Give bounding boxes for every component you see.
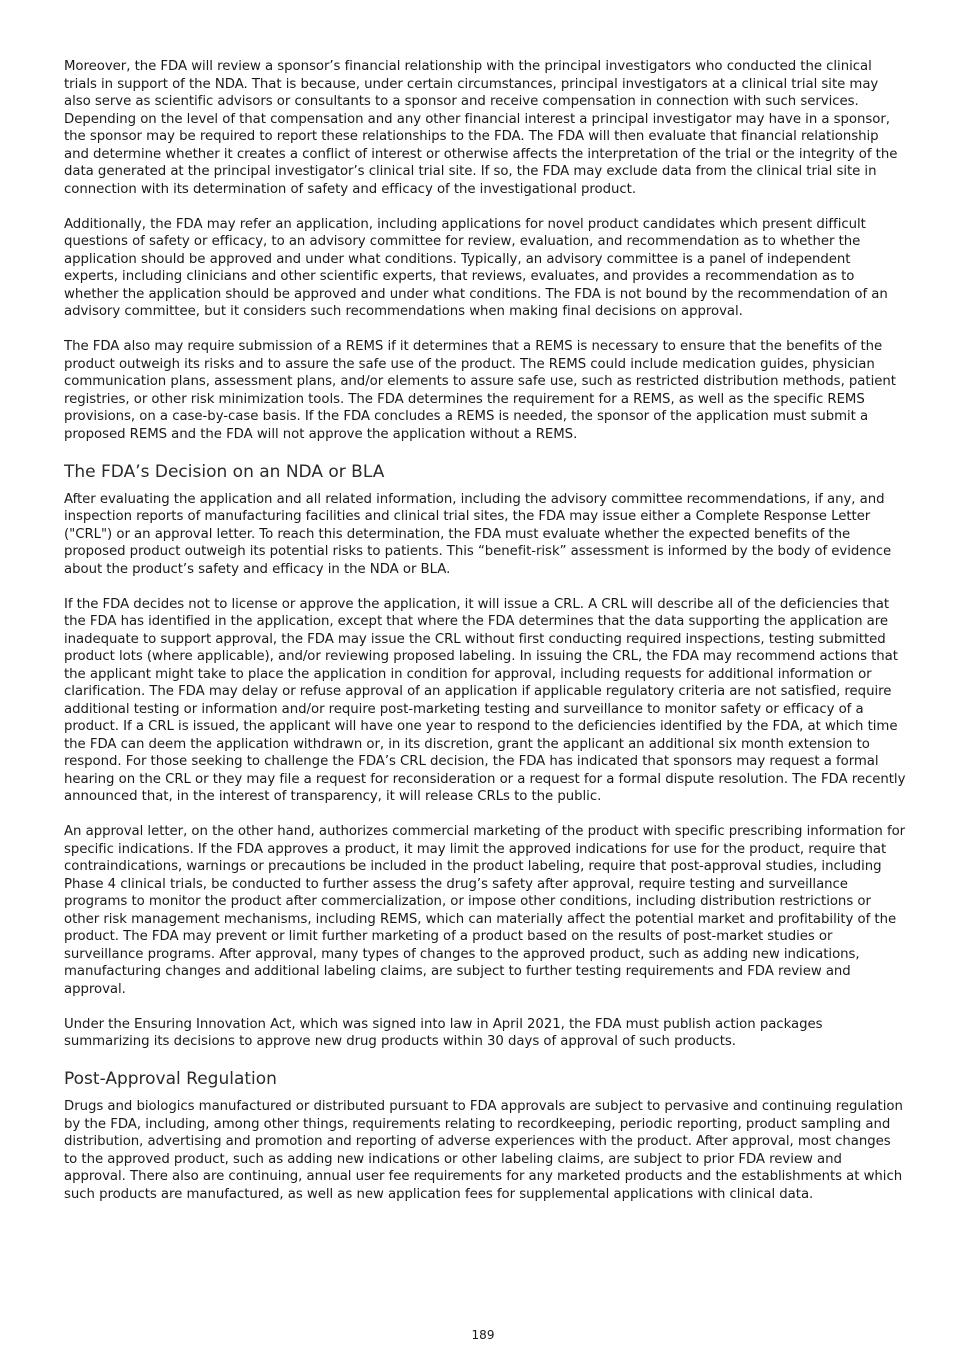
paragraph-evaluation: After evaluating the application and all related information, including the advisory committee recommendations, if any, and inspection reports of manufacturing facilities and clinical trial sites, the FDA may issue either a Complete Response Letter ("CRL") or an approval letter. To reach this determination, the FDA must evaluate whether the expected benefits of the proposed product outweigh its potential risks to patients. This “benefit-risk” assessment is informed by the body of evidence about the product’s safety and efficacy in the NDA or BLA. [64, 491, 892, 577]
heading-fda-decision: The FDA’s Decision on an NDA or BLA [64, 461, 385, 482]
paragraph-ensuring-innovation-act: Under the Ensuring Innovation Act, which was signed into law in April 2021, the FDA must publish action packages summarizing its decisions to approve new drug products within 30 days of approval of such products. [64, 1016, 823, 1049]
heading-post-approval: Post-Approval Regulation [64, 1069, 277, 1089]
paragraph-rems: The FDA also may require submission of a REMS if it determines that a REMS is necessary to ensure that the benefits of the product outweigh its risks and to assure the safe use of the product. The REMS could include medication guides, physician communication plans, assessment plans, and/or elements to assure safe use, such as restricted distribution methods, patient registries, or other risk minimization tools. The FDA determines the requirement for a REMS, as well as the specific REMS provisions, on a case-by-case basis. If the FDA concludes a REMS is needed, the sponsor of the application must submit a proposed REMS and the FDA will not approve the application without a REMS. [64, 339, 896, 442]
paragraph-approval-letter: An approval letter, on the other hand, authorizes commercial marketing of the product with specific prescribing information for specific indications. If the FDA approves a product, it may limit the approved indications for use for the product, require that contraindications, warnings or precautions be included in the product labeling, require that post-approval studies, including Phase 4 clinical trials, be conducted to further assess the drug’s safety after approval, require testing and surveillance programs to monitor the product after commercialization, or impose other conditions, including distribution restrictions or other risk management mechanisms, including REMS, which can materially affect the potential market and profitability of the product. The FDA may prevent or limit further marketing of a product based on the results of post-market studies or surveillance programs. After approval, many types of changes to the approved product, such as adding new indications, manufacturing changes and additional labeling claims, are subject to further testing requirements and FDA review and approval. [64, 824, 906, 997]
page-number: 189 [471, 1328, 495, 1342]
paragraph-crl: If the FDA decides not to license or approve the application, it will issue a CRL. A CRL will describe all of the deficiencies that the FDA has identified in the application, except that where the FDA determines that the data supporting the application are inadequate to support approval, the FDA may issue the CRL without first conducting required inspections, testing submitted product lots (where applicable), and/or reviewing proposed labeling. In issuing the CRL, the FDA may recommend actions that the applicant might take to place the application in condition for approval, including requests for additional information or clarification. The FDA may delay or refuse approval of an application if applicable regulatory criteria are not satisfied, require additional testing or information and/or require post-marketing testing and surveillance to monitor safety or efficacy of a product. If a CRL is issued, the applicant will have one year to respond to the deficiencies identified by the FDA, at which time the FDA can deem the application withdrawn or, in its discretion, grant the applicant an additional six month extension to respond. For those seeking to challenge the FDA’s CRL decision, the FDA has indicated that sponsors may request a formal hearing on the CRL or they may file a request for reconsideration or a request for a formal dispute resolution. The FDA recently announced that, in the interest of transparency, it will release CRLs to the public. [64, 596, 906, 804]
paragraph-financial-relationship: Moreover, the FDA will review a sponsor’s financial relationship with the principal investigators who conducted the clinical trials in support of the NDA. That is because, under certain circumstances, principal investigators at a clinical trial site may also serve as scientific advisors or consultants to a sponsor and receive compensation in connection with such services. Depending on the level of that compensation and any other financial interest a principal investigator may have in a sponsor, the sponsor may be required to report these relationships to the FDA. The FDA will then evaluate that financial relationship and determine whether it creates a conflict of interest or otherwise affects the interpretation of the trial or the integrity of the data generated at the principal investigator’s clinical trial site. If so, the FDA may exclude data from the clinical trial site in connection with its determination of safety and efficacy of the investigational product. [64, 59, 898, 197]
document-page [64, 58, 906, 1221]
paragraph-advisory-committee: Additionally, the FDA may refer an application, including applications for novel product candidates which present difficult questions of safety or efficacy, to an advisory committee for review, evaluation, and recommendation as to whether the application should be approved and under what conditions. Typically, an advisory committee is a panel of independent experts, including clinicians and other scientific experts, that reviews, evaluates, and provides a recommendation as to whether the application should be approved and under what conditions. The FDA is not bound by the recommendation of an advisory committee, but it considers such recommendations when making final decisions on approval. [64, 216, 888, 319]
paragraph-post-approval: Drugs and biologics manufactured or distributed pursuant to FDA approvals are subject to pervasive and continuing regulation by the FDA, including, among other things, requirements relating to recordkeeping, periodic reporting, product sampling and distribution, advertising and promotion and reporting of adverse experiences with the product. After approval, most changes to the approved product, such as adding new indications or other labeling claims, are subject to prior FDA review and approval. There also are continuing, annual user fee requirements for any marketed products and the establishments at which such products are manufactured, as well as new application fees for supplemental applications with clinical data. [64, 1099, 903, 1202]
